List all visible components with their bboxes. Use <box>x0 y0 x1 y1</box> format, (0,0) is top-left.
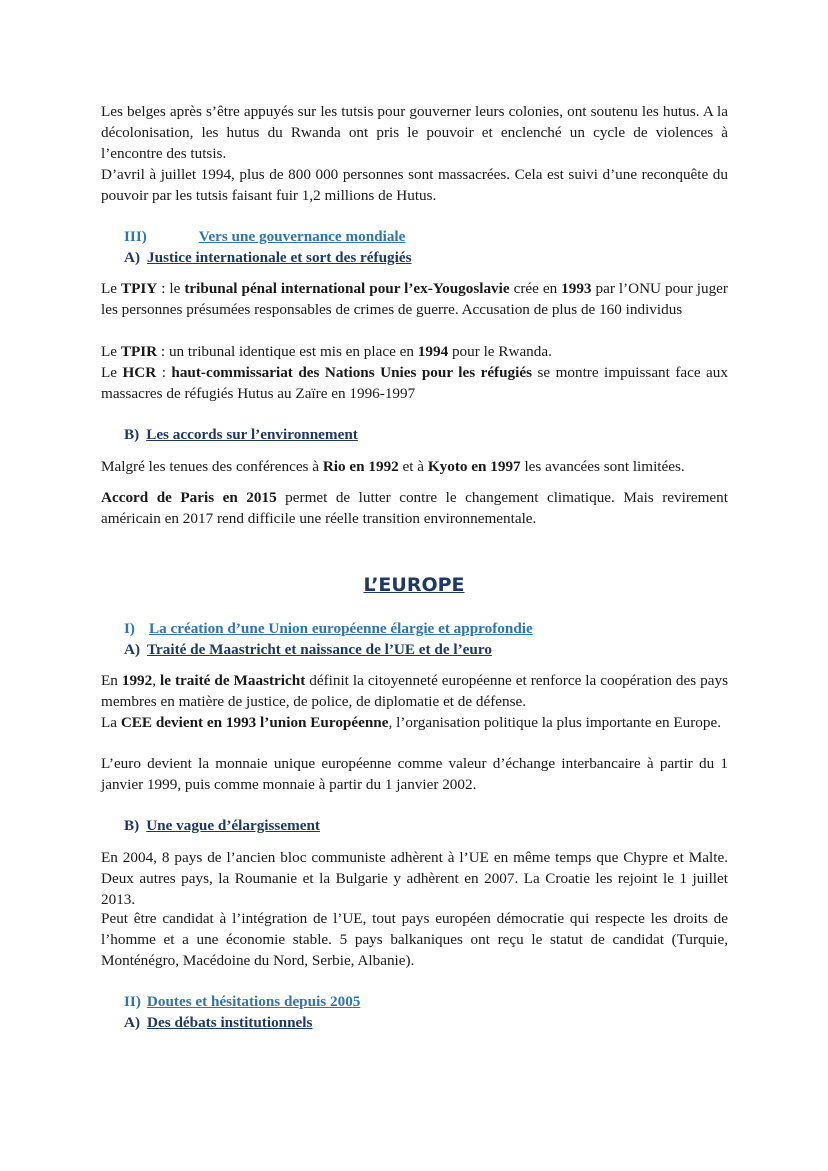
subheading-title: Une vague d’élargissement <box>146 817 320 834</box>
subheading-maastricht <box>124 639 492 660</box>
section-title: Doutes et hésitations depuis 2005 <box>146 993 361 1010</box>
subheading-number: A) <box>124 1014 141 1031</box>
maastricht-treaty: le traité de Maastricht <box>160 672 306 689</box>
cee-statement: CEE devient en 1993 l’union Européenne <box>120 714 389 731</box>
rwanda-paragraph-1: Les belges après s’être appuyés sur les tutsis pour gouverner leurs colonies, ont soutenu les hutus. A la décolonisation, les hutus du Rwanda ont pris le pouvoir et enclenché un cycle de violences à l’encontre des tutsis. <box>101 103 728 162</box>
environment-paragraph-1: Malgré les tenues des conférences à Rio en 1992 et à Kyoto en 1997 les avancées sont limitées. <box>101 458 685 475</box>
environment-paragraph-2: Accord de Paris en 2015 permet de lutter contre le changement climatique. Mais revirement américain en 2017 rend difficile une réelle transition environnementale. <box>101 489 728 527</box>
subheading-institutional-debates <box>124 1012 312 1033</box>
kyoto-conference: Kyoto en 1997 <box>427 458 521 475</box>
subheading-title: Des débats institutionnels <box>147 1014 313 1031</box>
enlargement-paragraph-2: Peut être candidat à l’intégration de l’UE, tout pays européen démocratie qui respecte les droits de l’homme et a une économie stable. 5 pays balkaniques ont reçu le statut de candidat (Turquie, Monténégro, Macédoine du Nord, Serbie, Albanie). <box>101 910 728 969</box>
tpir-paragraph: Le TPIR : un tribunal identique est mis en place en 1994 pour le Rwanda. <box>101 343 552 360</box>
europe-title: L’EUROPE <box>363 574 465 596</box>
subheading-enlargement <box>124 815 320 836</box>
subheading-number: A) <box>124 641 141 658</box>
rio-conference: Rio en 1992 <box>322 458 399 475</box>
section-number: II) <box>124 993 141 1010</box>
subheading-environment <box>124 424 358 445</box>
hcr-paragraph: Le HCR : haut-commissariat des Nations Unies pour les réfugiés se montre impuissant face aux massacres de réfugiés Hutus au Zaïre en 1996-1997 <box>101 364 728 402</box>
maastricht-year: 1992 <box>121 672 153 689</box>
tpir-year: 1994 <box>417 343 449 360</box>
subheading-title: Les accords sur l’environnement <box>146 426 358 443</box>
subheading-title: Traité de Maastricht et naissance de l’UE et de l’euro <box>147 641 492 658</box>
enlargement-paragraph-1: En 2004, 8 pays de l’ancien bloc communiste adhèrent à l’UE en même temps que Chypre et Malte. Deux autres pays, la Roumanie et la Bulgarie y adhèrent en 2007. La Croatie les rejoint le 1 juillet 2013. <box>101 849 728 908</box>
section-heading-iii <box>124 226 405 247</box>
section-title: La création d’une Union européenne élargie et approfondie <box>148 620 533 637</box>
tpiy-full-name: tribunal pénal international pour l’ex-Yougoslavie <box>184 280 510 297</box>
subheading-number: B) <box>124 426 140 443</box>
tpiy-acronym: TPIY <box>120 280 158 297</box>
section-heading-ii <box>124 991 360 1012</box>
rwanda-paragraph-2: D’avril à juillet 1994, plus de 800 000 personnes sont massacrées. Cela est suivi d’une reconquête du pouvoir par les tutsis faisant fuir 1,2 millions de Hutus. <box>101 166 728 204</box>
section-number: III) <box>124 228 147 245</box>
section-title: Vers une gouvernance mondiale <box>198 228 406 245</box>
tpiy-paragraph: Le TPIY : le tribunal pénal international pour l’ex-Yougoslavie crée en 1993 par l’ONU pour juger les personnes présumées responsables de crimes de guerre. Accusation de plus de 160 individus <box>101 280 728 318</box>
tpiy-year: 1993 <box>561 280 592 297</box>
maastricht-paragraph: En 1992, le traité de Maastricht définit la citoyenneté européenne et renforce la coopération des pays membres en matière de justice, de police, de diplomatie et de défense. <box>101 672 728 710</box>
hcr-acronym: HCR <box>122 364 157 381</box>
section-number: I) <box>124 620 135 637</box>
cee-paragraph: La CEE devient en 1993 l’union Européenne, l’organisation politique la plus importante en Europe. <box>101 714 721 731</box>
subheading-justice <box>124 247 412 268</box>
tpir-acronym: TPIR <box>120 343 158 360</box>
hcr-full-name: haut-commissariat des Nations Unies pour les réfugiés <box>171 364 533 381</box>
section-heading-i <box>124 618 533 639</box>
paris-accord: Accord de Paris en 2015 <box>101 489 277 506</box>
subheading-title: Justice internationale et sort des réfugiés <box>147 249 412 266</box>
subheading-number: B) <box>124 817 140 834</box>
euro-paragraph: L’euro devient la monnaie unique européenne comme valeur d’échange interbancaire à partir du 1 janvier 1999, puis comme monnaie à partir du 1 janvier 2002. <box>101 755 728 793</box>
subheading-number: A) <box>124 249 141 266</box>
